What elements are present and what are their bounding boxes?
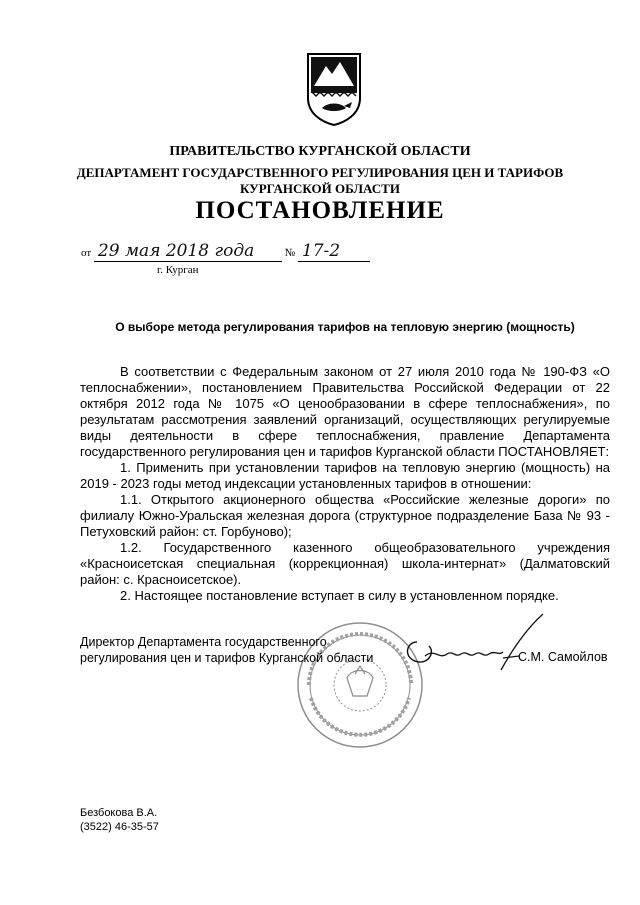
item-1-2-paragraph: 1.2. Государственного казенного общеобразовательного учреждения «Красноисетская специальная (коррекционная) школа-интернат» (Далматовский район: с. Красноисетское). [80, 540, 610, 587]
item-2-paragraph: 2. Настоящее постановление вступает в силу в установленном порядке. [120, 588, 559, 603]
preamble-paragraph: В соответствии с Федеральным законом от 27 июля 2010 года № 190-ФЗ «О теплоснабжении», постановлением Правительства Российской Федерации от 22 октября 2012 года № 1075 «О ценообразовании в сфере теплоснабжения», по результатам рассмотрения заявлений организаций, осуществляющих регулируемые виды деятельности в сфере теплоснабжения, правление Департамента государственного регулирования цен и тарифов Курганской области ПОСТАНОВЛЯЕТ: [80, 364, 610, 459]
handwritten-signature-icon [395, 608, 555, 678]
document-type-title: ПОСТАНОВЛЕНИЕ [195, 197, 445, 224]
contact-name: Безбокова В.А. [80, 807, 158, 819]
department-name-line1: ДЕПАРТАМЕНТ ГОСУДАРСТВЕННОГО РЕГУЛИРОВАНИЯ ЦЕН И ТАРИФОВ [76, 165, 564, 180]
city-label: г. Курган [157, 264, 199, 276]
department-name [0, 165, 640, 197]
date-number-row [81, 241, 381, 261]
item-1-paragraph: 1. Применить при установлении тарифов на тепловую энергию (мощность) на 2019 - 2023 годы метод индексации установленных тарифов в отношении: [80, 460, 610, 491]
signatory-title-line1: Директор Департамента государственного [80, 635, 327, 649]
signatory-title [80, 634, 373, 666]
signatory-name: С.М. Самойлов [518, 650, 608, 664]
number-label: № [284, 247, 296, 259]
document-body [80, 364, 610, 604]
signatory-title-line2: регулирования цен и тарифов Курганской области [80, 651, 374, 665]
document-subject: О выборе метода регулирования тарифов на тепловую энергию (мощность) [115, 320, 575, 334]
government-name: ПРАВИТЕЛЬСТВО КУРГАНСКОЙ ОБЛАСТИ [169, 144, 471, 159]
department-name-line2: КУРГАНСКОЙ ОБЛАСТИ [240, 181, 400, 196]
contact-phone: (3522) 46-35-57 [80, 821, 159, 833]
date-field [94, 241, 282, 262]
date-handwritten: 29 мая 2018 года [97, 241, 255, 261]
contact-info [80, 806, 159, 834]
item-1-1-paragraph: 1.1. Открытого акционерного общества «Российские железные дороги» по филиалу Южно-Уральская железная дорога (структурное подразделение База № 93 - Петуховский район: ст. Горбуново); [80, 492, 610, 539]
coat-of-arms-icon [306, 52, 362, 126]
date-from-label: от [81, 247, 92, 259]
number-field [298, 241, 370, 262]
number-handwritten: 17-2 [301, 241, 341, 261]
